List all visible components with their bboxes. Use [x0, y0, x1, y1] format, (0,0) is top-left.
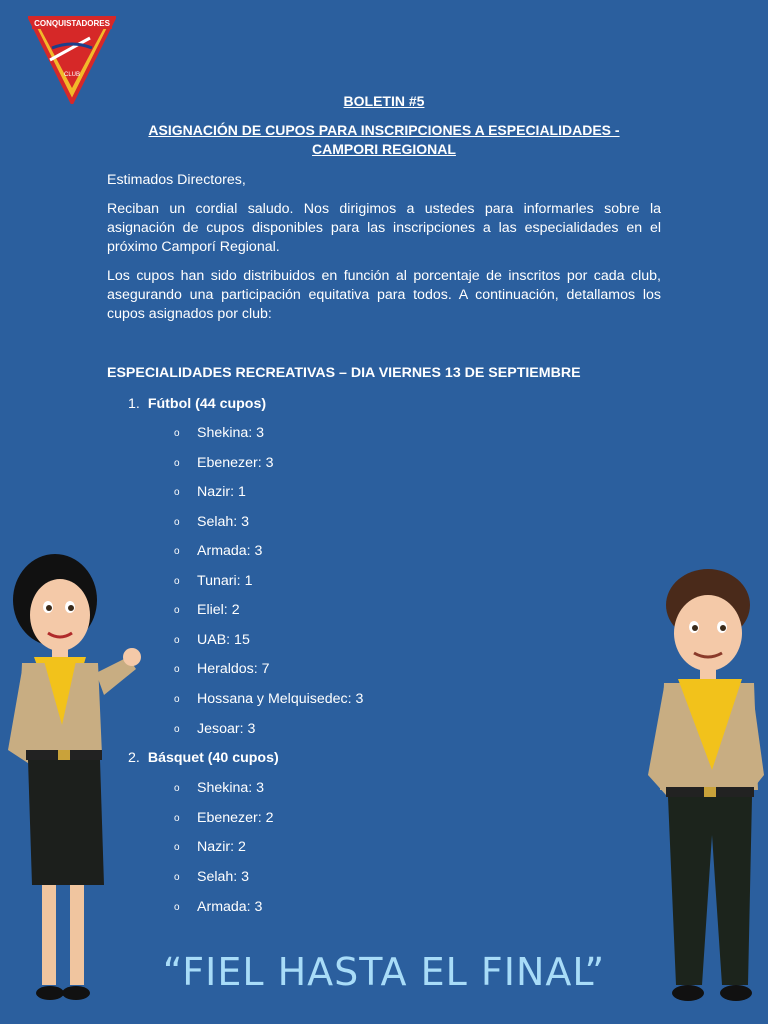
list-item — [174, 810, 274, 826]
list-item-label: Nazir: 1 — [197, 484, 246, 500]
list-item — [174, 661, 270, 677]
list-title: Fútbol (44 cupos) — [147, 396, 267, 412]
list-item-label: Ebenezer: 2 — [197, 810, 274, 826]
list-item-label: Selah: 3 — [197, 514, 250, 530]
list-item — [174, 602, 240, 618]
bullet-icon: o — [174, 516, 180, 528]
section-heading: ESPECIALIDADES RECREATIVAS – DIA VIERNES 13 DE SEPTIEMBRE — [107, 365, 581, 381]
list-item — [174, 632, 250, 648]
list-item — [174, 425, 264, 441]
bulletin-subtitle — [0, 121, 768, 159]
list-number: 2. — [128, 750, 140, 766]
list-item-label: Hossana y Melquisedec: 3 — [197, 691, 364, 707]
list-item — [174, 691, 363, 707]
list-item — [174, 780, 264, 796]
bullet-icon: o — [174, 901, 180, 913]
bullet-icon: o — [174, 693, 180, 705]
bullet-icon: o — [174, 723, 180, 735]
list-title: Básquet (40 cupos) — [147, 750, 279, 766]
list-item-label: Shekina: 3 — [197, 780, 265, 796]
bullet-icon: o — [174, 545, 180, 557]
paragraph-intro: Reciban un cordial saludo. Nos dirigimos a ustedes para informarles sobre la asignación de cupos disponibles para las inscripciones a las especialidades en el próximo Camporí Regional. — [107, 201, 661, 255]
list-item — [174, 455, 274, 471]
list-item-label: Tunari: 1 — [197, 573, 253, 589]
list-item-label: Selah: 3 — [197, 869, 250, 885]
list-item — [174, 484, 246, 500]
female-pathfinder-illustration — [0, 545, 150, 1015]
list-item — [174, 514, 249, 530]
bulletin-title: BOLETIN #5 — [343, 93, 425, 109]
subtitle-line-2: CAMPORI REGIONAL — [312, 141, 456, 157]
bullet-icon: o — [174, 634, 180, 646]
motto: “FIEL HASTA EL FINAL” — [162, 950, 606, 994]
bullet-icon: o — [174, 457, 180, 469]
bullet-icon: o — [174, 486, 180, 498]
list-item-label: Jesoar: 3 — [197, 721, 256, 737]
bullet-icon: o — [174, 782, 180, 794]
list-item-label: UAB: 15 — [197, 632, 250, 648]
list-item-label: Heraldos: 7 — [197, 661, 270, 677]
logo-text: CONQUISTADORES — [34, 19, 110, 28]
list-item — [174, 899, 262, 915]
bullet-icon: o — [174, 604, 180, 616]
logo-subtext: CLUB — [63, 72, 81, 78]
list-item-label: Armada: 3 — [197, 899, 263, 915]
list-item-label: Nazir: 2 — [197, 839, 246, 855]
bullet-icon: o — [174, 575, 180, 587]
list-item — [174, 721, 255, 737]
list-item-label: Eliel: 2 — [197, 602, 240, 618]
bullet-icon: o — [174, 427, 180, 439]
list-heading-basquet — [128, 750, 279, 766]
list-number: 1. — [128, 396, 140, 412]
list-item — [174, 839, 246, 855]
subtitle-line-1: ASIGNACIÓN DE CUPOS PARA INSCRIPCIONES A ESPECIALIDADES - — [148, 122, 620, 138]
list-item-label: Shekina: 3 — [197, 425, 265, 441]
bullet-icon: o — [174, 841, 180, 853]
list-heading-futbol — [128, 396, 266, 412]
list-item-label: Ebenezer: 3 — [197, 455, 274, 471]
bullet-icon: o — [174, 812, 180, 824]
list-item — [174, 573, 252, 589]
conquistadores-logo — [28, 14, 116, 104]
list-item — [174, 543, 262, 559]
greeting: Estimados Directores, — [107, 172, 246, 188]
bullet-icon: o — [174, 663, 180, 675]
paragraph-distribution: Los cupos han sido distribuidos en función al porcentaje de inscritos por cada club, asegurando una participación equitativa para todos. A continuación, detallamos los cupos asignados por club: — [107, 268, 661, 322]
bullet-icon: o — [174, 871, 180, 883]
list-item-label: Armada: 3 — [197, 543, 263, 559]
list-item — [174, 869, 249, 885]
